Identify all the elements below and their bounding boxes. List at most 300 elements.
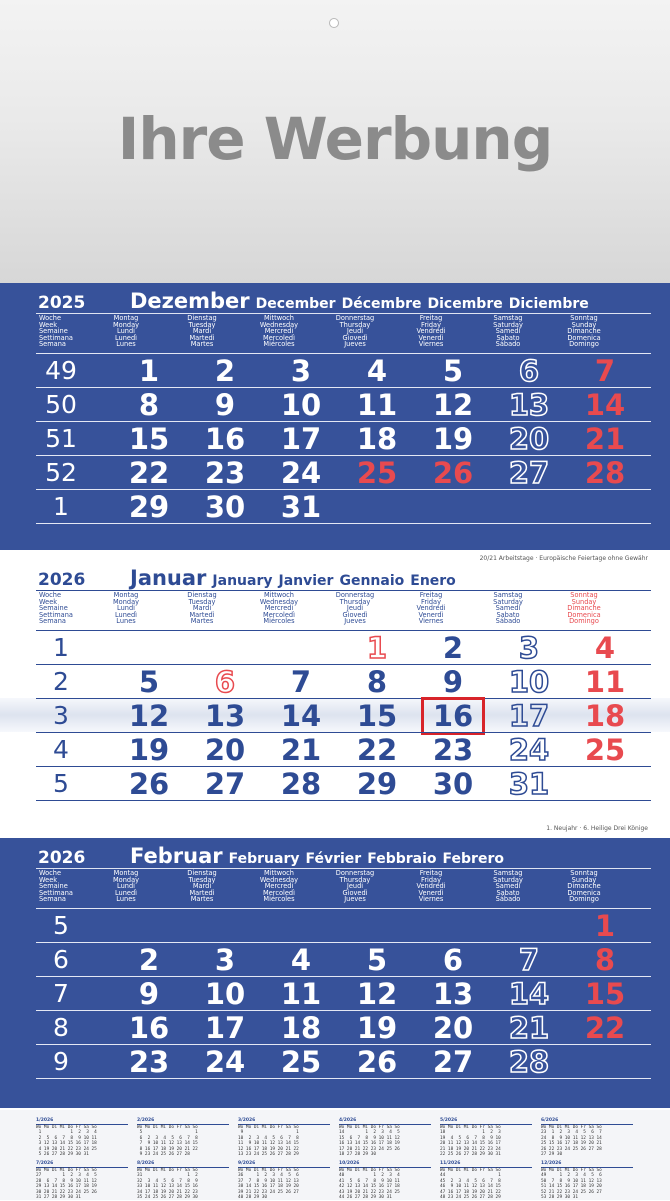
day-cell[interactable]: 24	[280, 456, 322, 490]
weekday-labels	[0, 870, 670, 908]
day-cell[interactable]: 11	[280, 977, 322, 1011]
weekday-label	[544, 315, 624, 348]
day-cell[interactable]: 6	[214, 665, 236, 699]
day-cell[interactable]: 25	[280, 1045, 322, 1079]
mini-calendar-week: 18 1 2 3	[440, 1130, 501, 1135]
mini-calendar-week: 1 1 2 3 4	[36, 1130, 97, 1135]
week-number: 51	[45, 424, 77, 453]
day-cell[interactable]: 23	[432, 733, 474, 767]
mini-calendar-week: 14 1 2 3 4 5	[339, 1130, 400, 1135]
day-cell[interactable]: 29	[128, 490, 170, 524]
year-label: 2026	[38, 848, 86, 868]
mini-calendar-week: 11 9 10 11 12 13 14 15	[238, 1141, 299, 1146]
week-row	[36, 732, 651, 767]
day-cell[interactable]: 13	[508, 388, 550, 422]
weekday-label	[544, 592, 624, 625]
weekday-label-line: Tuesday	[188, 597, 216, 606]
weekday-label-line: Montag	[113, 591, 139, 599]
mini-calendar-week: 17 20 21 22 23 24 25 26	[339, 1146, 400, 1152]
weekday-label-line: Miércoles	[263, 340, 295, 349]
day-cell[interactable]: 19	[128, 733, 170, 767]
weekday-label-line: Freitag	[419, 591, 443, 599]
mini-calendar-week: 13 23 24 25 26 27 28 29	[238, 1152, 299, 1157]
day-cell[interactable]: 1	[366, 631, 388, 665]
mini-calendar-week: 48 23 24 25 26 27 28 29	[440, 1195, 501, 1200]
weekday-label-line: Lunes	[116, 340, 136, 349]
week-number: 49	[45, 356, 77, 385]
mini-calendar-week: 32 3 4 5 6 7 8 9	[137, 1178, 198, 1184]
weekday-label-line: Mittwoch	[264, 869, 294, 877]
month-translation: Février	[305, 851, 362, 867]
day-cell[interactable]: 27	[204, 767, 246, 801]
month-name: Dezember	[130, 289, 250, 313]
weekday-label-line: Saturday	[493, 875, 523, 884]
weekday-label-line: Samstag	[493, 314, 523, 322]
weekday-label-line: Martes	[190, 617, 214, 626]
weekday-label-line: Sabato	[496, 333, 520, 342]
mini-calendar-week: 33 10 11 12 13 14 15 16	[137, 1184, 198, 1189]
weekday-label-line: Dimanche	[567, 327, 601, 336]
weekday-label-line: Giovedì	[342, 888, 368, 897]
mini-calendar-week: 30 20 21 22 23 24 25 26	[36, 1189, 97, 1195]
day-cell[interactable]: 4	[366, 354, 388, 388]
weekday-label-line: Mardi	[192, 327, 212, 336]
month-translation: December	[255, 296, 336, 312]
day-cell[interactable]: 3	[290, 354, 312, 388]
bottom-rule	[36, 1078, 651, 1080]
weekday-label-line: Wednesday	[259, 597, 299, 606]
weekday-label-line: Domenica	[567, 610, 601, 619]
weekday-label-line: Martes	[190, 340, 214, 349]
weekday-label-line: Dimanche	[567, 882, 601, 891]
day-cell[interactable]: 22	[584, 1011, 626, 1045]
day-cell[interactable]: 25	[584, 733, 626, 767]
day-cell[interactable]: 19	[356, 1011, 398, 1045]
ad-text: Ihre Werbung	[117, 105, 553, 173]
mini-calendar-week: 22 25 26 27 28 29 30 31	[440, 1152, 501, 1157]
week-row	[36, 353, 651, 388]
mini-calendar-week: 46 9 10 11 12 13 14 15	[440, 1184, 501, 1189]
week-label-line: Semana	[39, 895, 66, 904]
day-cell[interactable]: 24	[508, 733, 550, 767]
week-row	[36, 942, 651, 977]
day-cell[interactable]: 3	[214, 943, 236, 977]
mini-calendar-week: 50 7 8 9 10 11 12 13	[541, 1178, 602, 1184]
mini-calendar	[339, 1118, 431, 1158]
weekday-label	[315, 592, 395, 625]
day-cell[interactable]: 16	[432, 699, 474, 733]
weekday-label	[239, 870, 319, 903]
day-cell[interactable]: 21	[280, 733, 322, 767]
day-cell[interactable]: 10	[508, 665, 550, 699]
mini-calendar-header: Wo Mo Di Mi Do Fr Sa So	[36, 1124, 97, 1130]
weekday-label-line: Dimanche	[567, 604, 601, 613]
mini-calendar-week: 10 2 3 4 5 6 7 8	[238, 1135, 299, 1141]
day-cell[interactable]: 17	[204, 1011, 246, 1045]
weekday-label-line: Saturday	[493, 320, 523, 329]
weekday-label-line: Thursday	[339, 597, 371, 606]
weekday-label	[544, 870, 624, 903]
day-cell[interactable]: 26	[432, 456, 474, 490]
day-cell[interactable]: 20	[508, 422, 550, 456]
day-cell[interactable]: 25	[356, 456, 398, 490]
weekday-label	[391, 592, 471, 625]
mini-calendar-week: 4 19 20 21 22 23 24 25	[36, 1146, 97, 1152]
day-cell[interactable]: 2	[442, 631, 464, 665]
day-cell[interactable]: 15	[356, 699, 398, 733]
day-cell[interactable]: 9	[138, 977, 160, 1011]
weekday-label-line: Domingo	[569, 895, 599, 904]
weekday-label-line: Donnerstag	[335, 869, 375, 877]
weekday-label-line: Lundi	[117, 604, 135, 613]
mini-calendar	[541, 1161, 633, 1201]
mini-calendar-week: 44 1	[440, 1173, 501, 1178]
day-cell[interactable]: 29	[356, 767, 398, 801]
day-cell[interactable]: 30	[204, 490, 246, 524]
week-number: 3	[53, 701, 69, 730]
weekday-label-line: Sábado	[495, 340, 521, 349]
weekday-label-line: Miércoles	[263, 895, 295, 904]
mini-calendar-week: 45 2 3 4 5 6 7 8	[440, 1178, 501, 1184]
mini-calendar-week: 5 1	[137, 1130, 198, 1135]
weekday-label-line: Samstag	[493, 869, 523, 877]
day-cell[interactable]: 9	[442, 665, 464, 699]
week-row	[36, 387, 651, 422]
mini-calendar-title: 7/2026	[36, 1161, 128, 1168]
week-label-line: Semaine	[39, 604, 68, 613]
mini-calendar-week: 12 16 17 18 19 20 21 22	[238, 1146, 299, 1152]
day-cell[interactable]: 24	[204, 1045, 246, 1079]
day-cell[interactable]: 22	[356, 733, 398, 767]
weekday-labels	[0, 315, 670, 353]
week-number: 5	[53, 911, 69, 940]
day-cell[interactable]: 12	[356, 977, 398, 1011]
mini-calendar-week: 34 17 18 19 20 21 22 23	[137, 1189, 198, 1195]
week-label-line: Week	[39, 320, 58, 329]
day-cell[interactable]: 18	[356, 422, 398, 456]
mini-calendar-week: 2 5 6 7 8 9 10 11	[36, 1135, 97, 1141]
weekday-label-line: Mercredi	[264, 604, 294, 613]
weekday-label-line: Lundi	[117, 882, 135, 891]
mini-calendar-week: 27 1 2 3 4 5	[36, 1173, 97, 1178]
weekday-label-line: Martedì	[189, 888, 215, 897]
week-number: 7	[53, 979, 69, 1008]
day-cell[interactable]: 10	[280, 388, 322, 422]
weekday-label-line: Domingo	[569, 340, 599, 349]
holiday-note: 1. Neujahr · 6. Heilige Drei Könige	[546, 825, 648, 832]
weekday-label-line: Sonntag	[570, 314, 598, 322]
week-label	[39, 315, 73, 348]
day-cell[interactable]: 28	[584, 456, 626, 490]
mini-calendar-week: 26 22 23 24 25 26 27 28	[541, 1146, 602, 1152]
mini-calendar-title: 11/2026	[440, 1161, 532, 1168]
day-cell[interactable]: 1	[594, 909, 616, 943]
mini-calendar-week: 18 27 28 29 30	[339, 1152, 377, 1157]
week-number: 9	[53, 1047, 69, 1076]
mini-calendar-week: 35 24 25 26 27 28 29 30	[137, 1195, 198, 1200]
weekday-label-line: Jueves	[344, 617, 366, 626]
mini-calendar-week: 43 19 20 21 22 23 24 25	[339, 1189, 400, 1195]
day-cell[interactable]: 28	[280, 767, 322, 801]
day-cell[interactable]: 5	[138, 665, 160, 699]
mini-calendar-week: 47 16 17 18 19 20 21 22	[440, 1189, 501, 1195]
mini-calendar-week: 9 1	[238, 1130, 299, 1135]
day-cell[interactable]: 8	[594, 943, 616, 977]
weekday-label-line: Sábado	[495, 895, 521, 904]
day-cell[interactable]: 20	[432, 1011, 474, 1045]
mini-calendar-header: Wo Mo Di Mi Do Fr Sa So	[238, 1167, 299, 1173]
mini-calendar-week: 16 13 14 15 16 17 18 19	[339, 1141, 400, 1146]
weekday-label-line: Vendredi	[416, 882, 446, 891]
day-cell[interactable]: 18	[584, 699, 626, 733]
day-cell[interactable]: 13	[204, 699, 246, 733]
mini-calendar-week: 44 26 27 28 29 30 31	[339, 1195, 392, 1200]
weekday-label-line: Lunedì	[115, 888, 137, 897]
day-cell[interactable]: 16	[204, 422, 246, 456]
week-number: 50	[45, 390, 77, 419]
day-cell[interactable]: 12	[432, 388, 474, 422]
week-row	[36, 976, 651, 1011]
month-name: Februar	[130, 844, 223, 868]
day-cell[interactable]: 20	[204, 733, 246, 767]
weekday-label-line: Sunday	[571, 597, 597, 606]
week-label	[39, 870, 73, 903]
weekday-label-line: Donnerstag	[335, 314, 375, 322]
month-translation: Dicembre	[427, 296, 503, 312]
mini-calendar-header: Wo Mo Di Mi Do Fr Sa So	[339, 1167, 400, 1173]
day-cell[interactable]: 21	[508, 1011, 550, 1045]
day-cell[interactable]: 17	[508, 699, 550, 733]
weekday-label-line: Samedi	[495, 882, 521, 891]
month-heading	[38, 289, 660, 311]
mini-calendar-header: Wo Mo Di Mi Do Fr Sa So	[137, 1124, 198, 1130]
weekday-label	[468, 870, 548, 903]
weekday-label-line: Sunday	[571, 320, 597, 329]
day-cell[interactable]: 14	[280, 699, 322, 733]
weekday-label-line: Friday	[421, 597, 441, 606]
weekday-label	[239, 315, 319, 348]
mini-calendar-week: 20 11 12 13 14 15 16 17	[440, 1141, 501, 1146]
mini-calendars	[0, 1110, 670, 1200]
day-cell[interactable]: 4	[290, 943, 312, 977]
mini-calendar-week: 49 1 2 3 4 5 6	[541, 1173, 602, 1178]
day-cell[interactable]: 7	[594, 354, 616, 388]
day-cell[interactable]: 6	[442, 943, 464, 977]
weekday-label-line: Lundi	[117, 327, 135, 336]
week-label-line: Woche	[39, 591, 62, 599]
month-panel	[0, 555, 670, 832]
mini-calendar	[238, 1161, 330, 1201]
mini-calendar-week: 28 6 7 8 9 10 11 12	[36, 1178, 97, 1184]
day-cell[interactable]: 7	[518, 943, 540, 977]
day-cell[interactable]: 4	[594, 631, 616, 665]
mini-calendar-week: 27 29 30	[541, 1152, 563, 1157]
mini-calendar-week: 8 16 17 18 19 20 21 22	[137, 1146, 198, 1152]
week-label-line: Week	[39, 875, 58, 884]
mini-calendar	[137, 1118, 229, 1158]
day-cell[interactable]: 23	[204, 456, 246, 490]
week-row	[36, 766, 651, 801]
day-cell[interactable]: 12	[128, 699, 170, 733]
weekday-label	[468, 315, 548, 348]
day-cell[interactable]: 27	[432, 1045, 474, 1079]
mini-calendar-title: 10/2026	[339, 1161, 431, 1168]
week-number: 4	[53, 735, 69, 764]
bottom-rule	[36, 523, 651, 525]
mini-calendar-week: 3 12 13 14 15 16 17 18	[36, 1141, 97, 1146]
mini-calendar-title: 3/2026	[238, 1118, 330, 1125]
day-cell[interactable]: 19	[432, 422, 474, 456]
weekday-label-line: Sonntag	[570, 591, 598, 599]
mini-calendar-week: 21 18 19 20 21 22 23 24	[440, 1146, 501, 1152]
mini-calendar-week: 38 14 15 16 17 18 19 20	[238, 1184, 299, 1189]
weekday-label-line: Sabato	[496, 888, 520, 897]
weekday-label-line: Jeudi	[346, 882, 364, 891]
day-cell[interactable]: 1	[138, 354, 160, 388]
month-translation: Décembre	[341, 296, 422, 312]
mini-calendar-week: 42 12 13 14 15 16 17 18	[339, 1184, 400, 1189]
day-cell[interactable]: 11	[584, 665, 626, 699]
day-cell[interactable]: 10	[204, 977, 246, 1011]
month-translation: Enero	[410, 573, 456, 589]
weekday-label	[391, 870, 471, 903]
mini-calendar-week: 53 28 29 30 31	[541, 1195, 579, 1200]
week-label-line: Semana	[39, 340, 66, 349]
weekday-label-line: Mercredi	[264, 882, 294, 891]
mini-calendar-title: 12/2026	[541, 1161, 633, 1168]
mini-calendar-week: 41 5 6 7 8 9 10 11	[339, 1178, 400, 1184]
weekday-label-line: Lunes	[116, 895, 136, 904]
weekday-label-line: Mittwoch	[264, 314, 294, 322]
day-cell[interactable]: 23	[128, 1045, 170, 1079]
day-cell[interactable]: 13	[432, 977, 474, 1011]
week-number: 8	[53, 1013, 69, 1042]
bottom-rule	[36, 800, 651, 802]
mini-calendar-week: 52 21 22 23 24 25 26 27	[541, 1189, 602, 1195]
week-row	[36, 630, 651, 665]
week-row	[36, 664, 651, 699]
weekday-label-line: Jueves	[344, 340, 366, 349]
mini-calendar-title: 4/2026	[339, 1118, 431, 1125]
mini-calendar-week: 15 6 7 8 9 10 11 12	[339, 1135, 400, 1141]
year-label: 2025	[38, 293, 86, 313]
week-label-line: Settimana	[39, 333, 73, 342]
weekday-label-line: Mardi	[192, 882, 212, 891]
weekday-label-line: Thursday	[339, 875, 371, 884]
day-cell[interactable]: 8	[138, 388, 160, 422]
weekday-label-line: Giovedì	[342, 333, 368, 342]
month-translation: Febbraio	[367, 851, 437, 867]
weekday-label-line: Tuesday	[188, 875, 216, 884]
weekday-label-line: Saturday	[493, 597, 523, 606]
day-cell[interactable]: 17	[280, 422, 322, 456]
week-row	[36, 698, 651, 733]
weekday-label-line: Samedi	[495, 604, 521, 613]
weekday-label-line: Lunes	[116, 617, 136, 626]
weekday-label-line: Sunday	[571, 875, 597, 884]
mini-calendar-week: 24 8 9 10 11 12 13 14	[541, 1135, 602, 1141]
day-cell[interactable]: 28	[508, 1045, 550, 1079]
day-cell[interactable]: 14	[584, 388, 626, 422]
mini-calendar-header: Wo Mo Di Mi Do Fr Sa So	[541, 1167, 602, 1173]
weekday-label-line: Monday	[112, 875, 140, 884]
weekday-label-line: Martedì	[189, 610, 215, 619]
day-cell[interactable]: 8	[366, 665, 388, 699]
month-translation: Janvier	[278, 573, 334, 589]
day-cell[interactable]: 2	[214, 354, 236, 388]
day-cell[interactable]: 7	[290, 665, 312, 699]
weekday-label-line: Mittwoch	[264, 591, 294, 599]
day-cell[interactable]: 11	[356, 388, 398, 422]
mini-calendar	[440, 1118, 532, 1158]
mini-calendar	[137, 1161, 229, 1201]
day-cell[interactable]: 2	[138, 943, 160, 977]
day-cell[interactable]: 21	[584, 422, 626, 456]
weekday-label-line: Donnerstag	[335, 591, 375, 599]
weekday-label-line: Jeudi	[346, 604, 364, 613]
day-cell[interactable]: 26	[356, 1045, 398, 1079]
mini-calendar-week: 25 15 16 17 18 19 20 21	[541, 1141, 602, 1146]
weekday-label-line: Martedì	[189, 333, 215, 342]
day-cell[interactable]: 5	[366, 943, 388, 977]
week-label-line: Semaine	[39, 327, 68, 336]
day-cell[interactable]: 26	[128, 767, 170, 801]
weekday-label	[468, 592, 548, 625]
day-cell[interactable]: 18	[280, 1011, 322, 1045]
week-row	[36, 908, 651, 943]
day-cell[interactable]: 6	[518, 354, 540, 388]
day-cell[interactable]: 14	[508, 977, 550, 1011]
week-row	[36, 1010, 651, 1045]
day-cell[interactable]: 15	[584, 977, 626, 1011]
weekday-label-line: Venerdì	[418, 333, 444, 342]
weekday-label-line: Mercoledì	[263, 888, 295, 897]
day-cell[interactable]: 16	[128, 1011, 170, 1045]
mini-calendar-week: 31 1 2	[137, 1173, 198, 1178]
day-cell[interactable]: 9	[214, 388, 236, 422]
mini-calendar-week: 5 26 27 28 29 30 31	[36, 1152, 89, 1157]
day-cell[interactable]: 22	[128, 456, 170, 490]
month-heading	[38, 566, 660, 588]
day-cell[interactable]: 31	[280, 490, 322, 524]
week-number: 52	[45, 458, 77, 487]
day-cell[interactable]: 15	[128, 422, 170, 456]
weekday-label-line: Dienstag	[187, 869, 217, 877]
mini-calendar	[339, 1161, 431, 1201]
mini-calendar-title: 9/2026	[238, 1161, 330, 1168]
weekday-label-line: Lunedì	[115, 610, 137, 619]
day-cell[interactable]: 31	[508, 767, 550, 801]
year-label: 2026	[38, 570, 86, 590]
weekday-label-line: Mercoledì	[263, 610, 295, 619]
day-cell[interactable]: 3	[518, 631, 540, 665]
day-cell[interactable]: 27	[508, 456, 550, 490]
week-row	[36, 1044, 651, 1079]
weekday-label-line: Viernes	[418, 895, 444, 904]
week-number: 2	[53, 667, 69, 696]
weekday-label-line: Freitag	[419, 314, 443, 322]
month-heading	[38, 844, 660, 866]
weekday-label-line: Martes	[190, 895, 214, 904]
week-row	[36, 489, 651, 524]
mini-calendar-week: 29 13 14 15 16 17 18 19	[36, 1184, 97, 1189]
mini-calendar-header: Wo Mo Di Mi Do Fr Sa So	[541, 1124, 602, 1130]
weekday-label-line: Thursday	[339, 320, 371, 329]
weekday-label-line: Freitag	[419, 869, 443, 877]
day-cell[interactable]: 5	[442, 354, 464, 388]
day-cell[interactable]: 30	[432, 767, 474, 801]
mini-calendar-header: Wo Mo Di Mi Do Fr Sa So	[440, 1124, 501, 1130]
